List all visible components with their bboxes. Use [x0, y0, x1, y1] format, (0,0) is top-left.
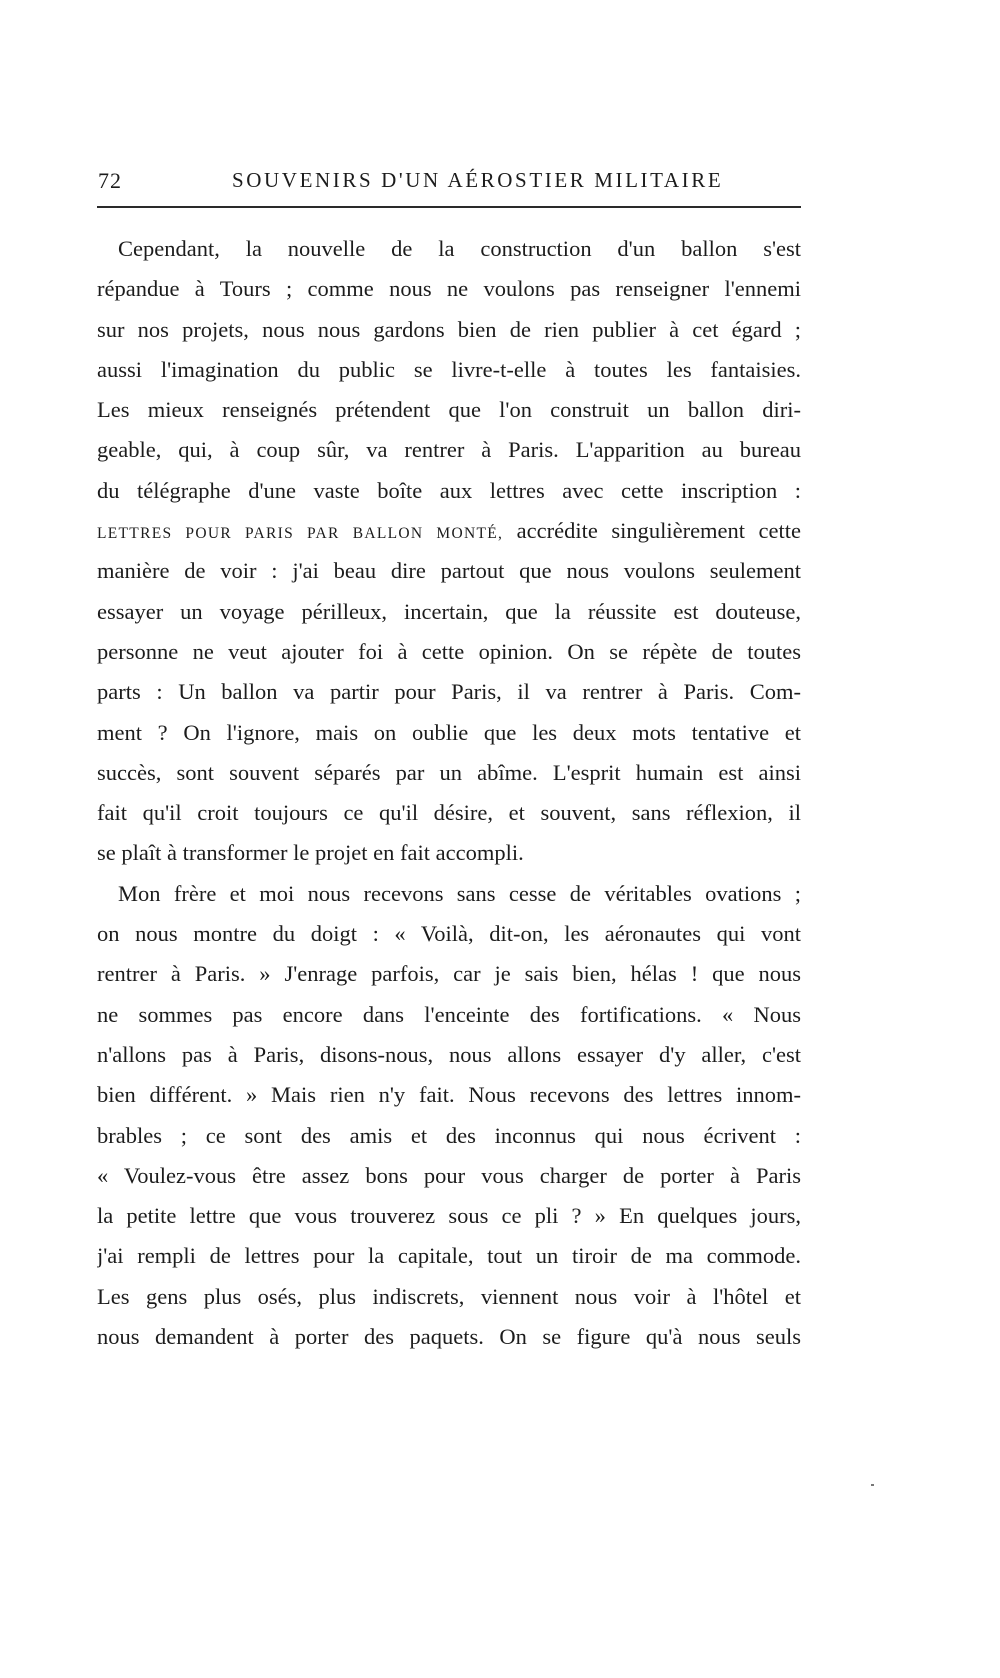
text-line: aussi l'imagination du public se livre-t-elle à toutes les fantaisies. [97, 356, 801, 382]
text-line: manière de voir : j'ai beau dire partout que nous voulons seulement [97, 558, 801, 584]
running-head: SOUVENIRS D'UN AÉROSTIER MILITAIRE [232, 168, 724, 192]
text-line: succès, sont souvent séparés par un abîme. L'esprit humain est ainsi [97, 759, 801, 785]
text-line-inscription [97, 511, 801, 551]
text-line: Cependant, la nouvelle de la construction d'un ballon s'est [118, 236, 801, 261]
text-line: Les mieux renseignés prétendent que l'on construit un ballon diri- [97, 397, 801, 423]
scan-speck [871, 1484, 874, 1486]
text-line: parts : Un ballon va partir pour Paris, il va rentrer à Paris. Com- [97, 679, 801, 705]
text-line: fait qu'il croit toujours ce qu'il désire, et souvent, sans réflexion, il [97, 800, 801, 826]
text-line: rentrer à Paris. » J'enrage parfois, car je sais bien, hélas ! que nous [97, 961, 801, 987]
text-line: essayer un voyage périlleux, incertain, que la réussite est douteuse, [97, 598, 801, 624]
text-block [97, 229, 801, 1357]
text-line: geable, qui, à coup sûr, va rentrer à Paris. L'apparition au bureau [97, 437, 801, 463]
text-line: Mon frère et moi nous recevons sans cesse de véritables ovations ; [118, 880, 801, 906]
header-rule [97, 206, 801, 208]
text-line: répandue à Tours ; comme nous ne voulons pas renseigner l'ennemi [97, 276, 801, 302]
text-line: sur nos projets, nous nous gardons bien de rien publier à cet égard ; [97, 316, 801, 342]
text-line: n'allons pas à Paris, disons-nous, nous allons essayer d'y aller, c'est [97, 1041, 801, 1067]
text-line: personne ne veut ajouter foi à cette opinion. On se répète de toutes [97, 638, 801, 664]
text-line: on nous montre du doigt : « Voilà, dit-on, les aéronautes qui vont [97, 921, 801, 947]
inscription-rest: accrédite singulièrement cette [503, 518, 801, 544]
text-line: brables ; ce sont des amis et des inconnus qui nous écrivent : [97, 1122, 801, 1148]
text-line: ment ? On l'ignore, mais on oublie que les deux mots tentative et [97, 719, 801, 745]
text-line: « Voulez-vous être assez bons pour vous charger de porter à Paris [97, 1162, 801, 1188]
text-line: nous demandent à porter des paquets. On se figure qu'à nous seuls [97, 1324, 801, 1350]
text-line: du télégraphe d'une vaste boîte aux lettres avec cette inscription : [97, 477, 801, 503]
text-line: j'ai rempli de lettres pour la capitale, tout un tiroir de ma commode. [97, 1243, 801, 1269]
inscription-smallcaps: LETTRES POUR PARIS PAR BALLON MONTÉ, [97, 525, 504, 543]
page-number: 72 [98, 168, 122, 193]
text-line: bien différent. » Mais rien n'y fait. Nous recevons des lettres innom- [97, 1082, 801, 1108]
text-line: Les gens plus osés, plus indiscrets, viennent nous voir à l'hôtel et [97, 1283, 801, 1309]
text-line: ne sommes pas encore dans l'enceinte des fortifications. « Nous [97, 1001, 801, 1027]
text-line: se plaît à transformer le projet en fait accompli. [97, 840, 524, 866]
text-line: la petite lettre que vous trouverez sous ce pli ? » En quelques jours, [97, 1203, 801, 1229]
